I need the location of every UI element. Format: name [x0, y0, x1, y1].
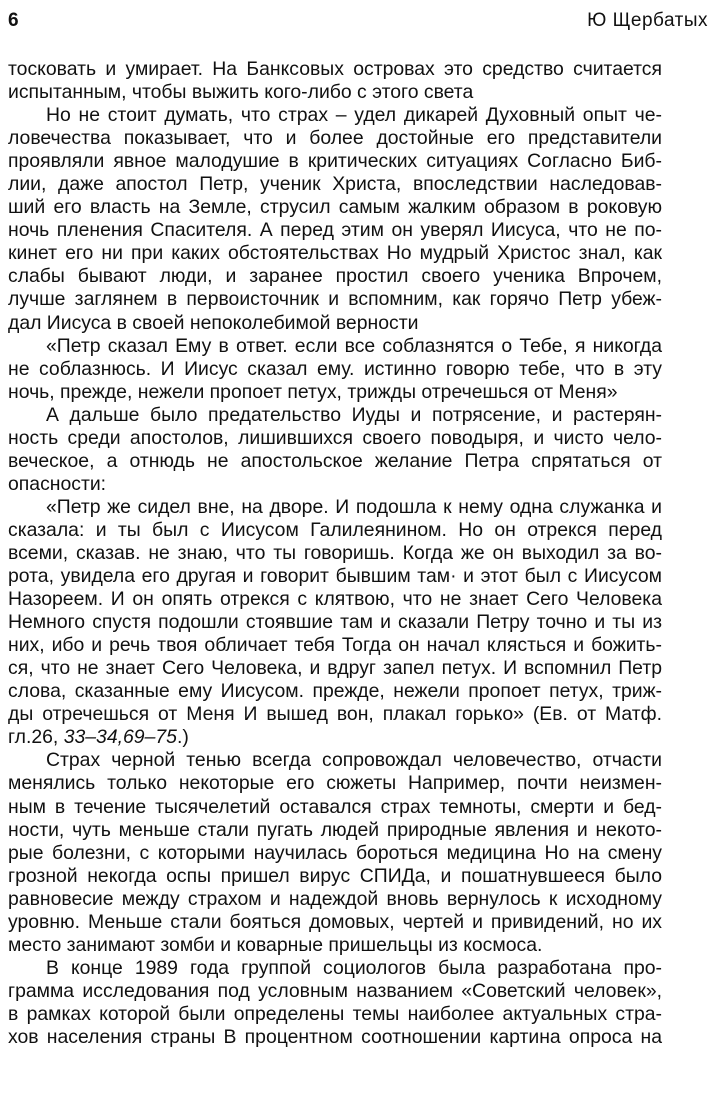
text-line: ся, что не знает Сего Человека, и вдруг запел петух. И вспомнил Петр [8, 657, 662, 680]
text-line: Но не стоит думать, что страх – удел дикарей Духовный опыт че- [46, 104, 662, 127]
citation-verses: 33–34,69–75 [63, 726, 177, 749]
text-line: сказала: и ты был с Иисусом Галилеянином. Но он отрекся перед [8, 518, 662, 541]
text-line: В конце 1989 года группой социологов была разработана про- [46, 956, 662, 979]
text-line: ды отречешься от Меня И вышед вон, плакал горько» (Ев. от Матф. [8, 703, 662, 726]
paragraph [8, 749, 662, 956]
text-line: ший его власть на Земле, струсил самым жалким образом в роковую [8, 196, 662, 219]
text-line: грамма исследования под условным названием «Советский человек», [8, 979, 662, 1002]
page-number: 6 [8, 10, 19, 31]
text-line: Немного спустя подошли стоявшие там и сказали Петру точно и ты из [8, 611, 662, 634]
text-line: «Петр сказал Ему в ответ. если все соблазнятся о Тебе, я никогда [46, 334, 662, 357]
text-line: уровню. Меньше стали бояться домовых, чертей и привидений, но их [8, 910, 662, 933]
text-line: лии, даже апостол Петр, ученик Христа, впоследствии наследовав- [8, 173, 662, 196]
quotation-paragraph [8, 496, 662, 750]
text-line: кинет его ни при каких обстоятельствах Но мудрый Христос знал, как [8, 242, 662, 265]
running-head-author: Ю Щербатых [587, 10, 708, 31]
paragraph [8, 957, 662, 1049]
text-line: опасности: [8, 472, 107, 495]
text-line: равновесие между страхом и надеждой вновь вернулось к исходному [8, 887, 662, 910]
text-line: всеми, сказав. не знаю, что ты говоришь. Когда же он выходил за во- [8, 541, 662, 564]
text-line: слова, сказанные ему Иисусом. прежде, нежели пропоет петух, триж- [8, 680, 662, 703]
text-line: ловечества показывает, что и более достойные его представители [8, 127, 662, 150]
page-header [8, 7, 708, 35]
paragraph [8, 58, 662, 104]
text-line: грозной некогда оспы пришел вирус СПИДа, и пошатнувшееся было [8, 864, 662, 887]
text-line: ности, чуть меньше стали пугать людей природные явления и некото- [8, 818, 662, 841]
text-line: ночь, прежде, нежели пропоет петух, трижды отречешься от Меня» [8, 380, 618, 403]
text-line: ным в течение тысячелетий оставался страх темноты, смерти и бед- [8, 795, 662, 818]
text-line: Назореем. И он опять отрекся с клятвою, что не знает Сего Человека [8, 588, 662, 611]
text-line: Страх черной тенью всегда сопровождал человечество, отчасти [46, 749, 662, 772]
text-line: А дальше было предательство Иуды и потрясение, и растерян- [46, 403, 662, 426]
text-line: рота, увидела его другая и говорит бывшим там· и этот был с Иисусом [8, 565, 662, 588]
text-line: лучше заглянем в первоисточник и вспомним, как горячо Петр убеж- [8, 288, 662, 311]
text-line: «Петр же сидел вне, на дворе. И подошла к нему одна служанка и [46, 495, 662, 518]
citation-close: .) [176, 726, 189, 749]
text-line: менялись только некоторые его сюжеты Например, почти неизмен- [8, 772, 662, 795]
text-line: ночь пленения Спасителя. А перед этим он уверял Иисуса, что не по- [8, 219, 662, 242]
text-line: веческое, а отнюдь не апостольское желание Петра спрятаться от [8, 449, 662, 472]
bible-citation-line [8, 726, 662, 749]
quotation-paragraph [8, 335, 662, 404]
text-line: дал Иисуса в своей непоколебимой верности [8, 311, 419, 334]
text-line: не соблазнюсь. И Иисус сказал ему. истинно говорю тебе, что в эту [8, 357, 662, 380]
text-line: проявляли явное малодушие в критических ситуациях Согласно Биб- [8, 150, 662, 173]
text-line: ность среди апостолов, лишившихся своего поводыря, и чисто чело- [8, 426, 662, 449]
text-line: слабы бывают люди, и заранее простил своего ученика Впрочем, [8, 265, 662, 288]
paragraph [8, 404, 662, 496]
text-line: место занимают зомби и коварные пришельцы из космоса. [8, 933, 543, 956]
text-line: в рамках которой были определены темы наиболее актуальных стра- [8, 1002, 662, 1025]
text-line: хов населения страны В процентном соотношении картина опроса на [8, 1025, 662, 1048]
citation-chapter: гл.26, [8, 726, 64, 749]
text-line: испытанным, чтобы выжить кого-либо с этого света [8, 81, 474, 104]
paragraph [8, 104, 662, 334]
text-line: тосковать и умирает. На Банксовых островах это средство считается [8, 58, 662, 80]
body-text [8, 58, 662, 1049]
text-line: них, ибо и речь твоя обличает тебя Тогда он начал клясться и божить- [8, 634, 662, 657]
text-line: рые болезни, с которыми научилась бороться медицина Но на смену [8, 841, 662, 864]
